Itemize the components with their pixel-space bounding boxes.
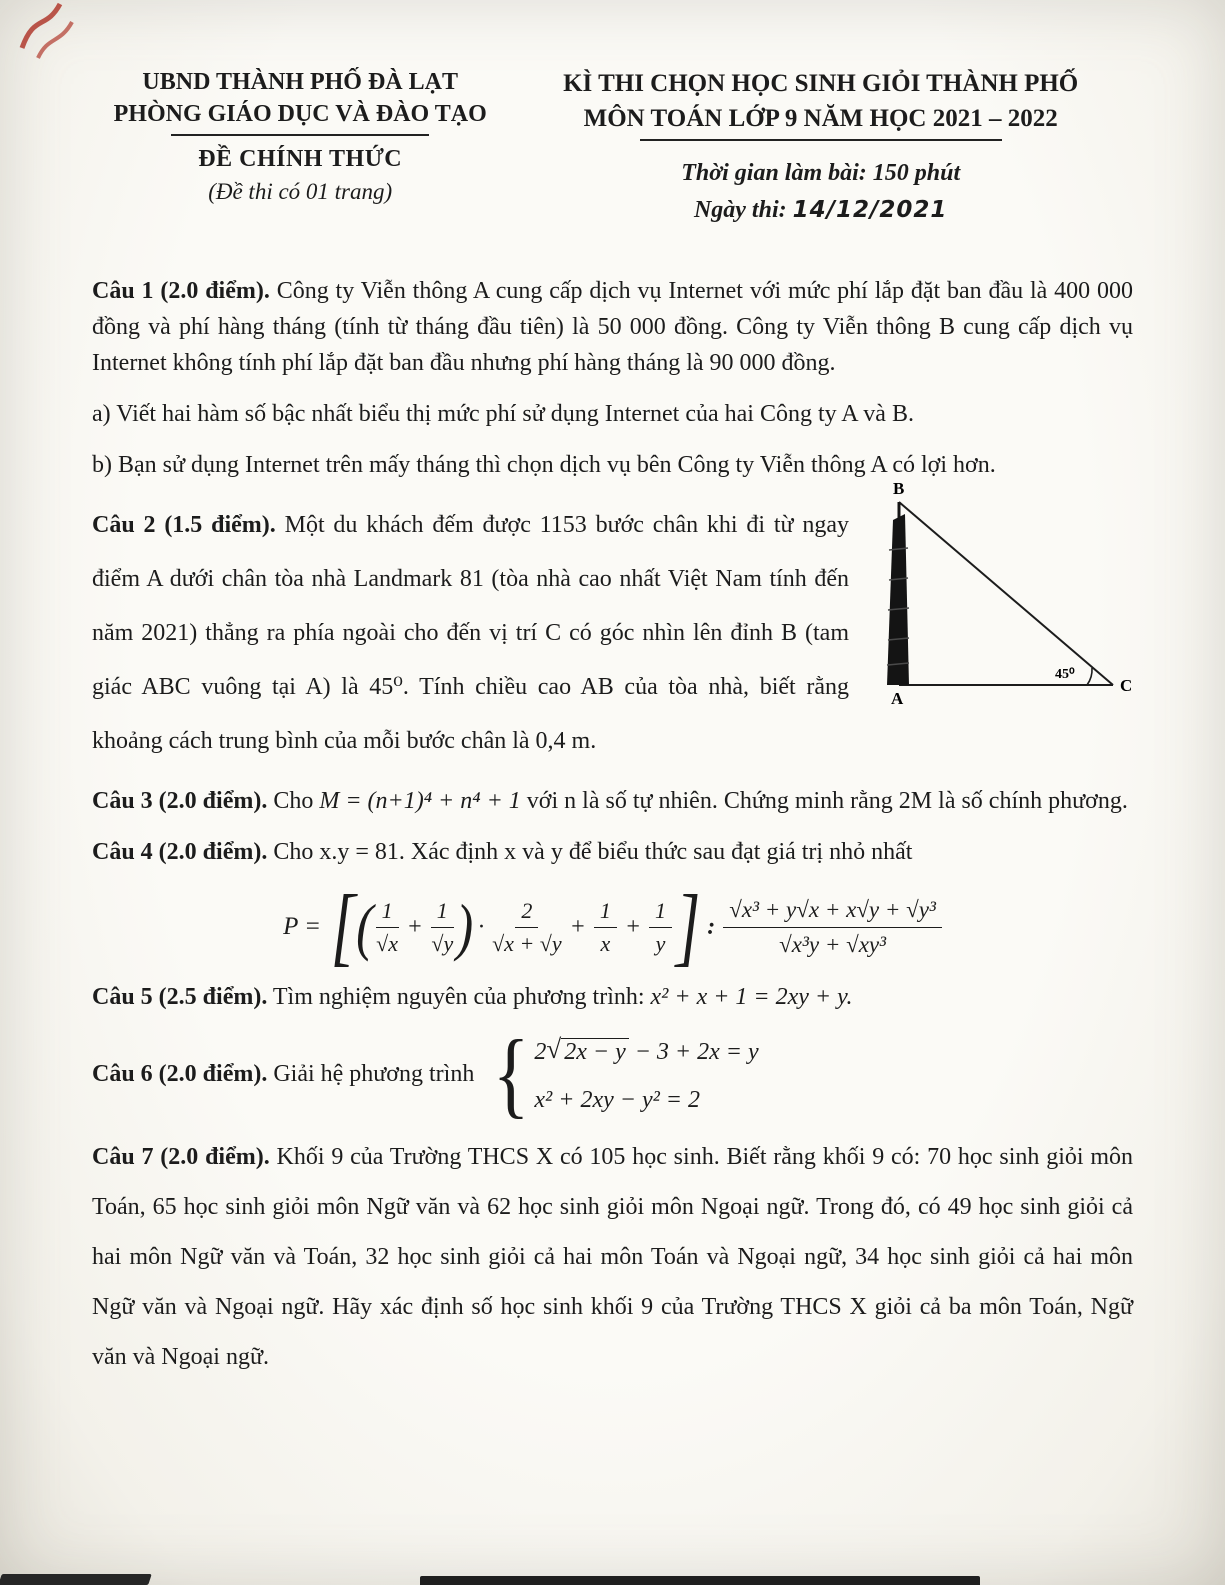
red-pen-mark — [8, 0, 98, 70]
question-4 — [92, 834, 1133, 870]
question-3-formula: M = (n+1)⁴ + n⁴ + 1 — [319, 788, 521, 815]
vertex-a-label: A — [891, 689, 904, 709]
org-name-1: UBND THÀNH PHỐ ĐÀ LẠT — [142, 69, 458, 95]
scan-edge-artifact-center — [420, 1576, 980, 1585]
header-left-rule — [171, 134, 429, 136]
question-2-label: Câu 2 (1.5 điểm). — [92, 512, 276, 539]
exam-date-value: 14/12/2021 — [792, 197, 948, 224]
question-1 — [92, 273, 1133, 381]
exam-duration: Thời gian làm bài: 150 phút — [681, 160, 961, 186]
question-5-formula: x² + x + 1 = 2xy + y. — [650, 983, 853, 1010]
official-exam-label: ĐỀ CHÍNH THỨC — [198, 145, 403, 172]
exam-date — [508, 192, 1133, 229]
formula-lhs: P = — [283, 913, 322, 941]
radicand: 2x − y — [561, 1038, 629, 1065]
vertex-b-label: B — [893, 480, 905, 499]
question-6-pre: Giải hệ phương trình — [267, 1060, 475, 1087]
equation-system — [488, 1020, 759, 1128]
colon-operator: : — [707, 913, 716, 940]
system-equation-1: 2√ 2x − y − 3 + 2x = y — [534, 1033, 759, 1065]
system-brace: { — [492, 1020, 530, 1128]
vertex-c-label: C — [1120, 676, 1133, 696]
question-5 — [92, 979, 1133, 1015]
fraction-2-over-sum: $\frac{2}{√x + √y}$ — [492, 897, 562, 956]
fraction-1-over-sqrt-y: $\frac{1}{√y}$ — [431, 897, 454, 956]
question-1-text: Công ty Viễn thông A cung cấp dịch vụ Internet với mức phí lắp đặt ban đầu là 400 000 đồng và phí hàng tháng (tính từ tháng đầu tiên) là 50 000 đồng. Công ty Viễn thông B cung cấp dịch vụ Internet không tính phí lắp đặt ban đầu nhưng phí hàng tháng là 90 000 đồng. — [92, 278, 1134, 377]
question-1a: a) Viết hai hàm số bậc nhất biểu thị mức phí sử dụng Internet của hai Công ty A và B. — [92, 401, 914, 428]
question-4-label: Câu 4 (2.0 điểm). — [92, 839, 268, 866]
question-4-formula: P = [ ( $\frac{1}{√x}$ + $\frac{1}{√y}$ ) · $\frac{2}{√x + √y}$ + $\frac{1}{x}$ + $\frac{1}{y}$ ] : $\frac{\text{√x³ + y√x + x√y + √y³}}{\text{√x³y + √xy³}}$ — [92, 896, 1133, 958]
question-3 — [92, 783, 1133, 819]
exam-title-2: MÔN TOÁN LỚP 9 NĂM HỌC 2021 – 2022 — [583, 105, 1058, 132]
question-3-post: với n là số tự nhiên. Chứng minh rằng 2M là số chính phương. — [520, 788, 1128, 815]
question-1b: b) Bạn sử dụng Internet trên mấy tháng thì chọn dịch vụ bên Công ty Viễn thông A có lợi hơn. — [92, 452, 996, 479]
scan-edge-artifact-left — [0, 1574, 152, 1585]
page-count-note: (Đề thi có 01 trang) — [208, 178, 393, 204]
plus-operator: + — [569, 913, 586, 940]
header-left — [92, 66, 508, 205]
exam-title-1: KÌ THI CHỌN HỌC SINH GIỎI THÀNH PHỐ — [563, 70, 1079, 97]
fraction-1-over-x: $\frac{1}{x}$ — [594, 898, 617, 958]
tower-shape — [887, 514, 909, 685]
question-6 — [92, 1020, 1133, 1128]
question-4-text: Cho x.y = 81. Xác định x và y để biểu thức sau đạt giá trị nhỏ nhất — [267, 839, 913, 866]
question-2 — [92, 480, 1133, 768]
org-name-2: PHÒNG GIÁO DỤC VÀ ĐÀO TẠO — [113, 101, 487, 128]
system-equation-2: x² + 2xy − y² = 2 — [534, 1087, 700, 1114]
question-7-text: Khối 9 của Trường THCS X có 105 học sinh. Biết rằng khối 9 có: 70 học sinh giỏi môn Toán, 65 học sinh giỏi môn Ngữ văn và 62 học sinh giỏi môn Ngoại ngữ. Trong đó, có 49 học sinh giỏi cả hai môn Ngữ văn và Toán, 32 học sinh giỏi cả hai môn Toán và Ngoại ngữ, 34 học sinh giỏi cả hai môn Ngữ văn và Ngoại ngữ. Hãy xác định số học sinh khối 9 của Trường THCS X giỏi cả ba môn Toán, Ngữ văn và Ngoại ngữ. — [92, 1144, 1133, 1370]
question-1-label: Câu 1 (2.0 điểm). — [92, 278, 270, 305]
question-2-text: Một du khách đếm được 1153 bước chân khi đi từ ngay điểm A dưới chân tòa nhà Landmark 81 (tòa nhà cao nhất Việt Nam tính đến năm 2021) thẳng ra phía ngoài cho đến vị trí C có góc nhìn lên đỉnh B (tam giác ABC vuông tại A) là 45⁰. Tính chiều cao AB của tòa nhà, biết rằng khoảng cách trung bình của mỗi bước chân là 0,4 m. — [92, 512, 849, 755]
plus-operator: + — [406, 913, 423, 940]
exam-date-label: Ngày thi: — [693, 197, 787, 224]
question-3-pre: Cho — [267, 788, 320, 815]
question-7-label: Câu 7 (2.0 điểm). — [92, 1144, 270, 1171]
big-fraction-radicals: $\frac{\text{√x³ + y√x + x√y + √y³}}{\text{√x³y + √xy³}}$ — [723, 896, 942, 958]
question-5-pre: Tìm nghiệm nguyên của phương trình: — [267, 983, 651, 1010]
header-right — [508, 66, 1133, 229]
header-right-rule — [640, 139, 1002, 141]
landmark-triangle-svg — [875, 480, 1133, 708]
question-5-label: Câu 5 (2.5 điểm). — [92, 983, 268, 1010]
sqrt-icon: √ — [546, 1033, 562, 1064]
angle-45-label: 45⁰ — [1055, 667, 1075, 683]
fraction-1-over-sqrt-x: $\frac{1}{√x}$ — [376, 897, 399, 956]
dot-operator: · — [478, 913, 485, 940]
plus-operator: + — [624, 913, 642, 940]
triangle-figure — [875, 480, 1133, 708]
question-7 — [92, 1133, 1133, 1383]
fraction-1-over-y: $\frac{1}{y}$ — [649, 898, 672, 958]
question-3-label: Câu 3 (2.0 điểm). — [92, 788, 268, 815]
question-6-label: Câu 6 (2.0 điểm). — [92, 1060, 268, 1087]
header — [92, 66, 1133, 229]
